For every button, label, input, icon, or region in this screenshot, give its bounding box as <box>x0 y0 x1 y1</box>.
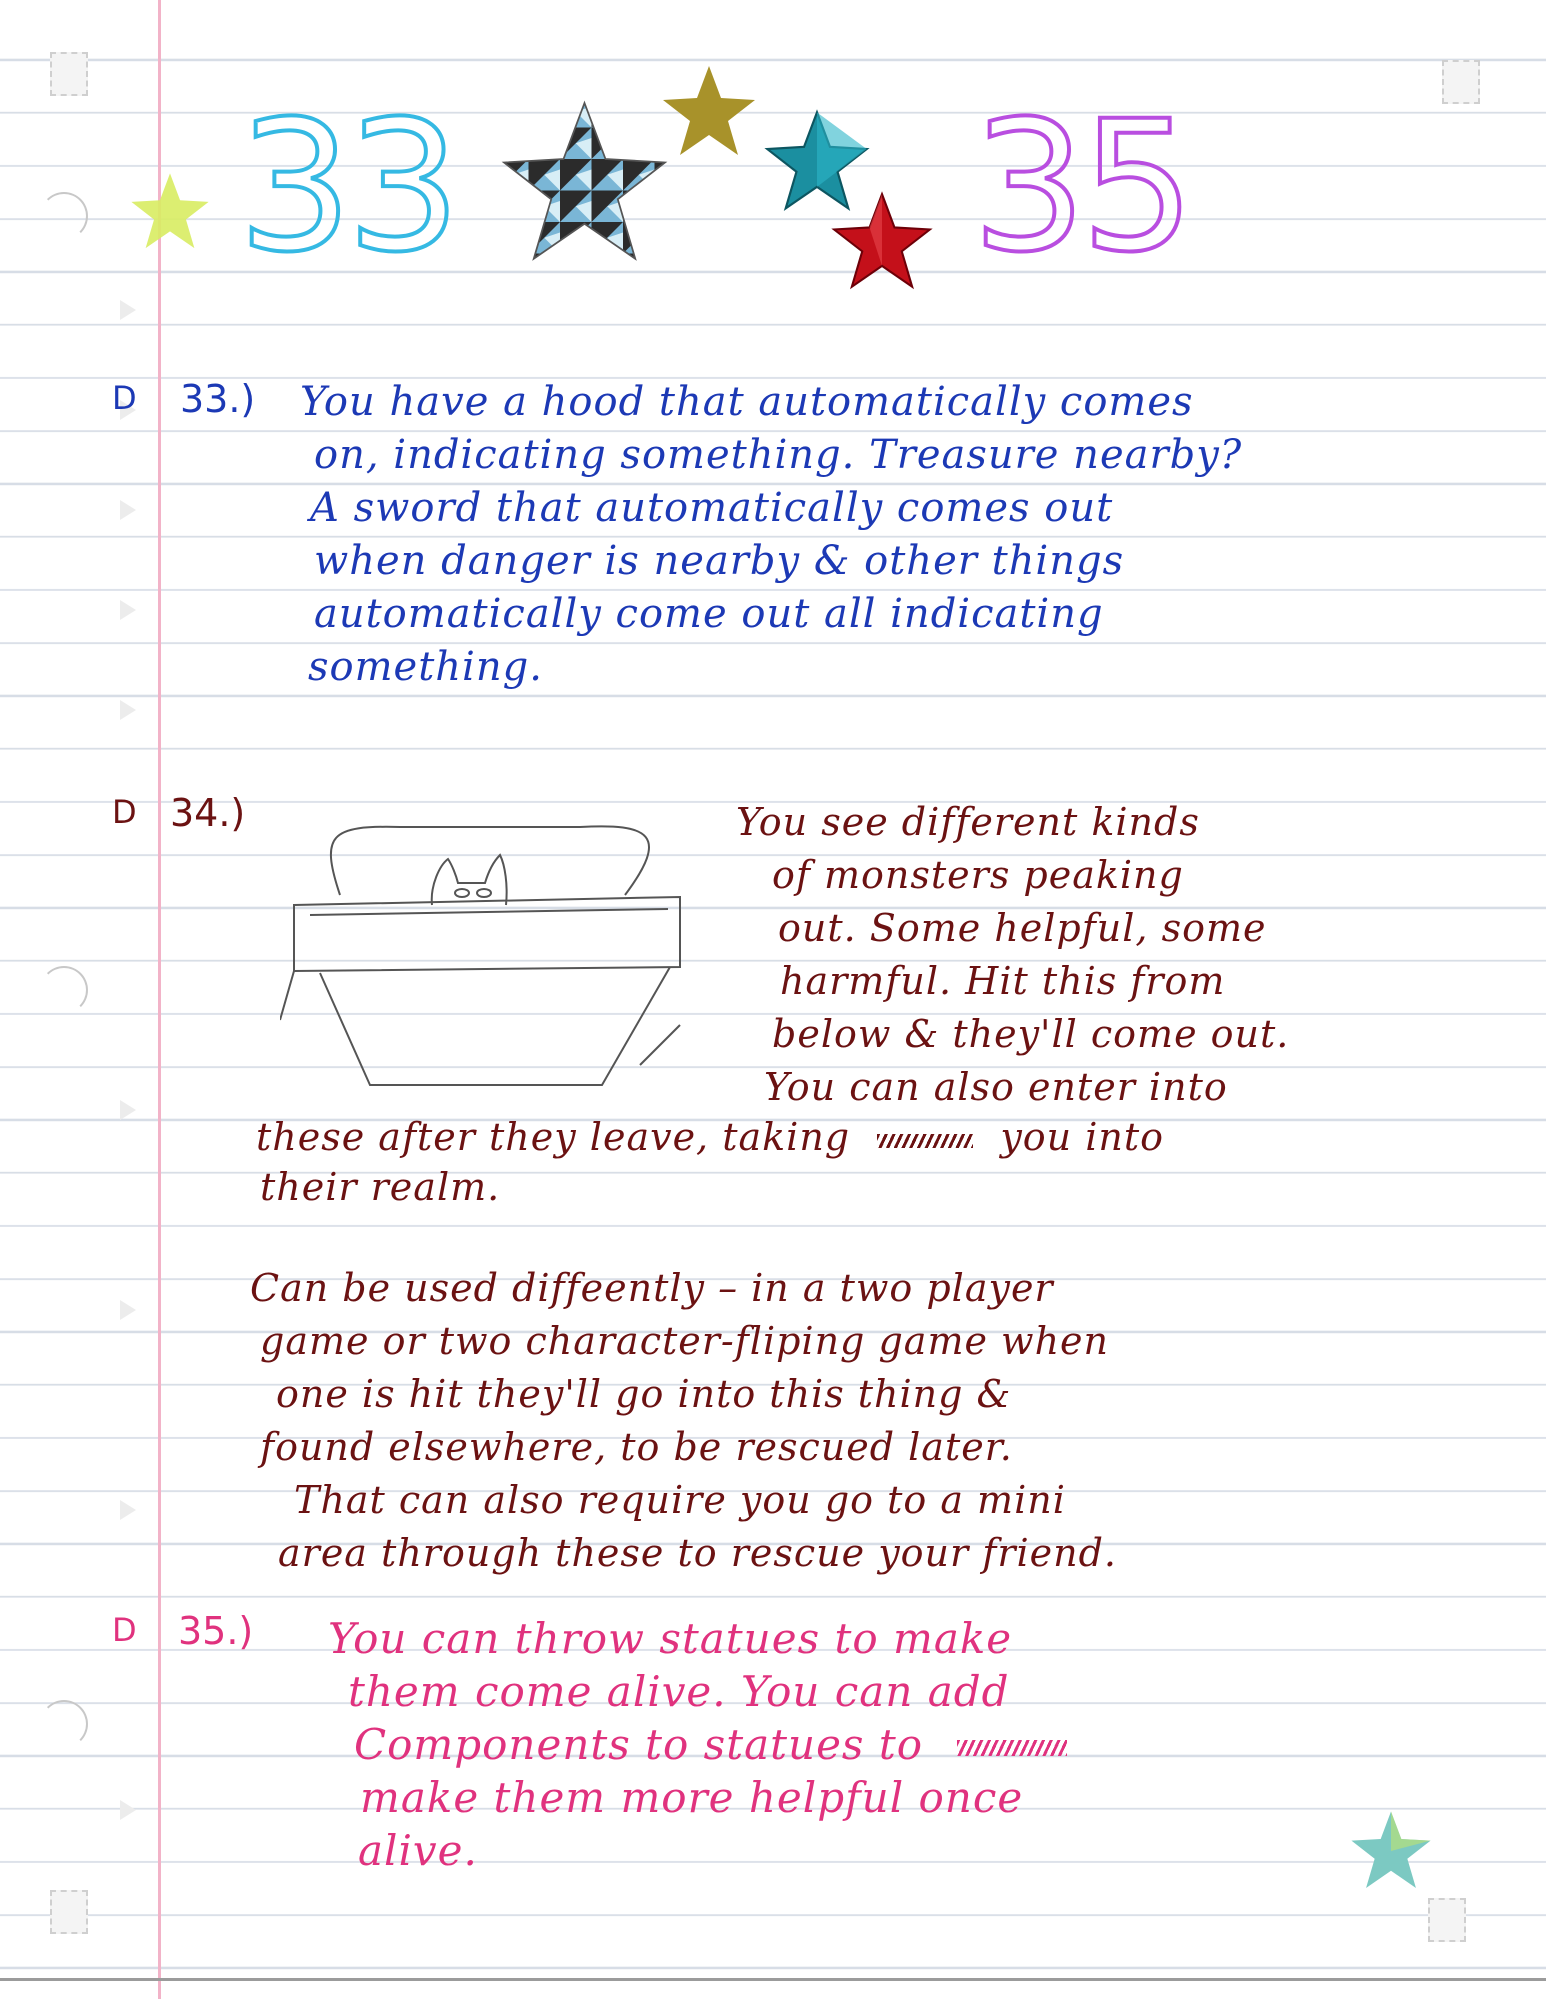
entry-34-p2-line: That can also require you go to a mini <box>294 1478 1066 1522</box>
yellow-star-sticker-icon <box>128 170 212 254</box>
entry-35-line-with-scribble <box>354 1718 1067 1771</box>
entry-34-p2-line: one is hit they'll go into this thing & <box>276 1372 1012 1416</box>
bottom-star-sticker-icon <box>1346 1808 1436 1894</box>
header-number-right: 35 <box>972 83 1190 292</box>
margin-triangle <box>120 1300 136 1320</box>
entry-marker-34: D <box>112 793 137 831</box>
entry-34-line: You can also enter into <box>764 1065 1228 1109</box>
corner-mark-top-left <box>50 52 88 96</box>
margin-triangle <box>120 1500 136 1520</box>
entry-34-p2-line: found elsewhere, to be rescued later. <box>260 1425 1013 1469</box>
entry-35-line: make them more helpful once <box>360 1773 1024 1822</box>
margin-triangle <box>120 1800 136 1820</box>
entry-34-line: You see different kinds <box>736 800 1200 844</box>
margin-triangle <box>120 300 136 320</box>
margin-triangle <box>120 500 136 520</box>
binder-hole-middle <box>40 966 88 1014</box>
entry-34-line-with-scribble <box>256 1112 1164 1162</box>
margin-triangle <box>120 700 136 720</box>
holographic-star-sticker-icon <box>492 96 677 271</box>
entry-34-p2-line: area through these to rescue your friend. <box>278 1531 1117 1575</box>
entry-34-p2-line: game or two character-fliping game when <box>260 1319 1110 1363</box>
margin-line <box>158 0 161 1999</box>
entry-number-35: 35.) <box>178 1609 254 1653</box>
entry-number-34: 34.) <box>170 791 246 835</box>
entry-34-p2-line: Can be used diffeently – in a two player <box>250 1266 1054 1310</box>
entry-34-line: you into <box>1000 1115 1164 1159</box>
corner-mark-top-right <box>1442 60 1480 104</box>
entry-34-text-continued <box>256 1112 1164 1212</box>
entry-33-line: A sword that automatically comes out <box>310 485 1114 531</box>
binder-hole-top <box>40 192 88 240</box>
entry-35-line: alive. <box>358 1826 478 1875</box>
corner-mark-bottom-right <box>1428 1898 1466 1942</box>
entry-34-line: harmful. Hit this from <box>780 959 1226 1003</box>
red-star-sticker-icon <box>826 190 938 294</box>
header-number-left: 33 <box>238 83 456 292</box>
gold-star-sticker-icon <box>656 62 762 162</box>
entry-33-line: automatically come out all indicating <box>314 591 1104 637</box>
entry-34-paragraph-2 <box>250 1262 1117 1580</box>
entry-33-line: on, indicating something. Treasure nearby? <box>314 432 1243 478</box>
binder-hole-bottom <box>40 1700 88 1748</box>
corner-mark-bottom-left <box>50 1890 88 1934</box>
entry-34-line: out. Some helpful, some <box>778 906 1267 950</box>
entry-35-line: Components to statues to <box>354 1720 923 1769</box>
entry-marker-33: D <box>112 379 137 417</box>
entry-35-line: You can throw statues to make <box>328 1614 1013 1663</box>
entry-33-line: something. <box>308 644 543 690</box>
scribbled-out-word <box>877 1134 973 1148</box>
entry-number-33: 33.) <box>180 377 256 421</box>
entry-35-text <box>328 1612 1067 1877</box>
margin-triangle <box>120 600 136 620</box>
entry-34-line: below & they'll come out. <box>772 1012 1290 1056</box>
margin-triangle <box>120 1100 136 1120</box>
entry-35-line: them come alive. You can add <box>348 1667 1010 1716</box>
entry-34-line: of monsters peaking <box>772 853 1184 897</box>
page-bottom-edge <box>0 1978 1546 1981</box>
entry-33-line: when danger is nearby & other things <box>314 538 1125 584</box>
entry-34-line: their realm. <box>260 1165 501 1209</box>
entry-33-text <box>300 376 1242 694</box>
scribbled-out-word <box>957 1740 1067 1756</box>
entry-34-text-right <box>736 796 1289 1114</box>
monster-box-drawing <box>280 815 690 1095</box>
entry-marker-35: D <box>112 1611 137 1649</box>
entry-33-line: You have a hood that automatically comes <box>300 379 1194 425</box>
entry-34-line: these after they leave, taking <box>256 1115 851 1159</box>
